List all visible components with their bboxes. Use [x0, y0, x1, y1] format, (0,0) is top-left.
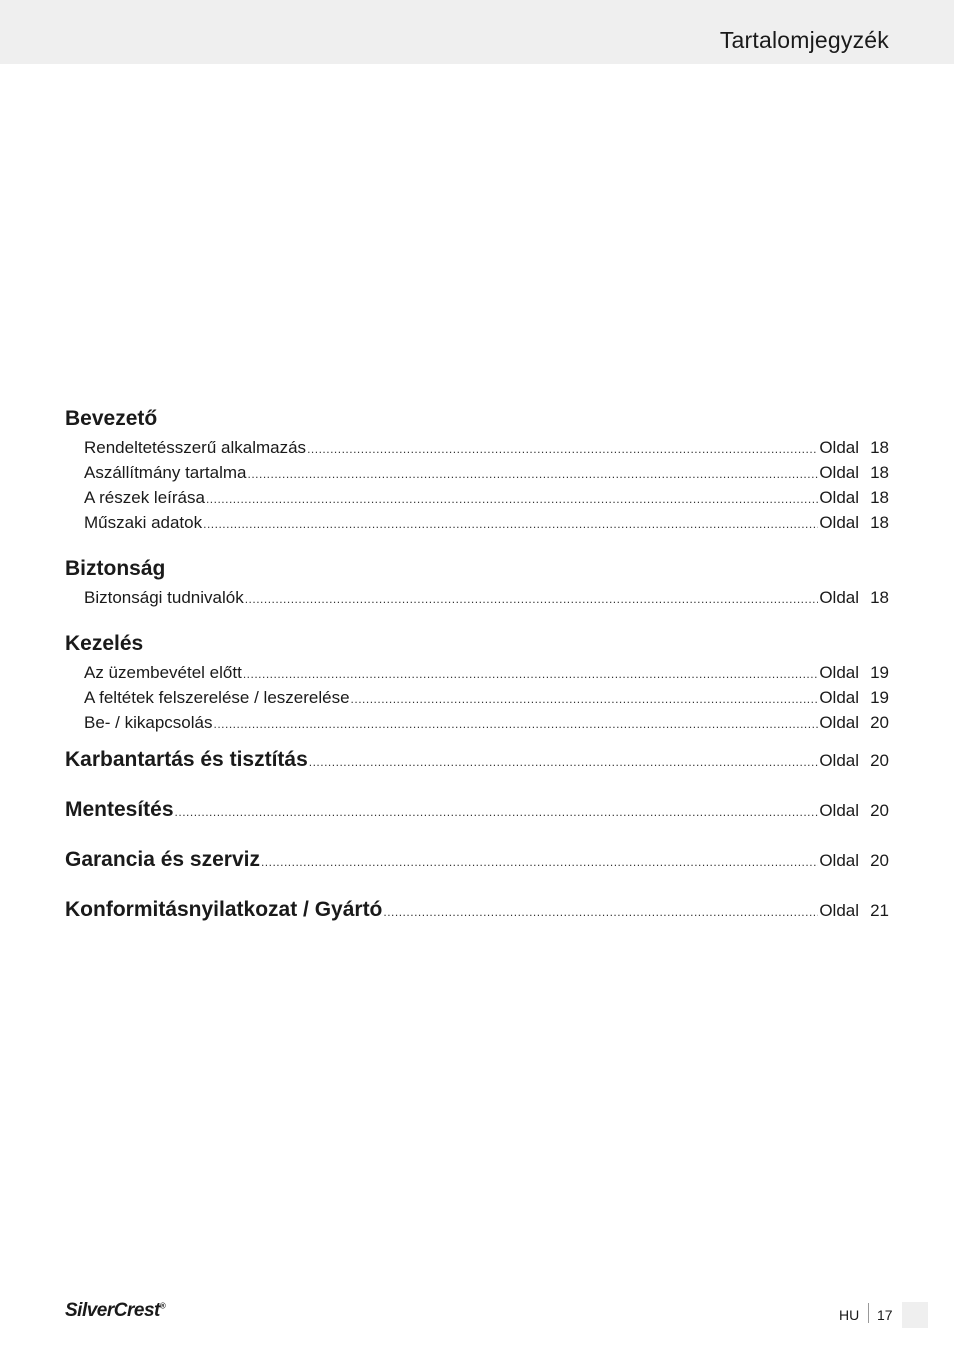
toc-entry-title: Az üzembevétel előtt — [84, 663, 242, 682]
toc-page-ref — [819, 786, 889, 836]
toc-section-title: Garancia és szerviz — [65, 848, 260, 871]
spacer — [65, 535, 889, 553]
toc-entry-title: A részek leírása — [84, 488, 205, 507]
toc-entry[interactable] — [65, 710, 889, 735]
page-number: 18 — [870, 588, 889, 607]
page-prefix: Oldal — [819, 488, 859, 507]
toc-group-biztonsag — [65, 553, 889, 610]
page-prefix: Oldal — [819, 751, 859, 770]
page-number: 20 — [870, 851, 889, 870]
toc-section-title: Karbantartás és tisztítás — [65, 748, 308, 771]
page-prefix: Oldal — [819, 901, 859, 920]
toc-entry[interactable] — [65, 485, 889, 510]
leader-dots — [214, 712, 819, 737]
toc-group-bevezeto — [65, 403, 889, 535]
toc-entry-title: Aszállítmány tartalma — [84, 463, 247, 482]
leader-dots — [203, 512, 818, 537]
toc-group-title: Kezelés — [65, 632, 144, 655]
toc-page-ref — [819, 660, 889, 685]
toc-entry[interactable] — [65, 685, 889, 710]
page-title: Tartalomjegyzék — [719, 27, 889, 53]
toc-entry[interactable] — [65, 585, 889, 610]
page-prefix: Oldal — [819, 801, 859, 820]
toc-entry[interactable] — [65, 660, 889, 685]
footer-divider — [868, 1303, 869, 1323]
toc-page-ref — [819, 460, 889, 485]
leader-dots — [245, 587, 819, 612]
language-code: HU — [839, 1307, 860, 1323]
page-number: 20 — [870, 713, 889, 732]
leader-dots — [307, 437, 818, 462]
page-prefix: Oldal — [819, 463, 859, 482]
table-of-contents — [65, 403, 889, 935]
page-number: 18 — [870, 438, 889, 457]
toc-page-ref — [819, 736, 889, 786]
page-number: 19 — [870, 663, 889, 682]
page-prefix: Oldal — [819, 438, 859, 457]
page-prefix: Oldal — [819, 588, 859, 607]
toc-page-ref — [819, 435, 889, 460]
toc-group-title: Bevezető — [65, 407, 158, 430]
page-number: 20 — [870, 751, 889, 770]
leader-dots — [206, 487, 818, 512]
registered-mark: ® — [159, 1301, 166, 1311]
toc-section[interactable] — [65, 785, 889, 835]
toc-page-ref — [819, 485, 889, 510]
toc-entry[interactable] — [65, 435, 889, 460]
toc-entry-title: Biztonsági tudnivalók — [84, 588, 244, 607]
page-prefix: Oldal — [819, 713, 859, 732]
brand-logo — [65, 1300, 165, 1322]
toc-section[interactable] — [65, 735, 889, 785]
toc-entry[interactable] — [65, 510, 889, 535]
toc-section-title: Mentesítés — [65, 798, 174, 821]
toc-entry[interactable] — [65, 460, 889, 485]
toc-page-ref — [819, 585, 889, 610]
toc-group-title: Biztonság — [65, 557, 166, 580]
leader-dots — [383, 887, 818, 937]
leader-dots — [261, 837, 818, 887]
toc-section[interactable] — [65, 885, 889, 935]
page-number: 18 — [870, 463, 889, 482]
footer-tab-box — [902, 1302, 928, 1328]
page-number: 20 — [870, 801, 889, 820]
page-prefix: Oldal — [819, 513, 859, 532]
toc-entry-title: Rendeltetésszerű alkalmazás — [84, 438, 307, 457]
toc-section-title: Konformitásnyilatkozat / Gyártó — [65, 898, 383, 921]
leader-dots — [243, 662, 819, 687]
leader-dots — [351, 687, 819, 712]
toc-page-ref — [819, 710, 889, 735]
leader-dots — [248, 462, 819, 487]
toc-entry-title: A feltétek felszerelése / leszerelése — [84, 688, 350, 707]
page-prefix: Oldal — [819, 688, 859, 707]
page-prefix: Oldal — [819, 663, 859, 682]
page-number: 18 — [870, 488, 889, 507]
page-number: 19 — [870, 688, 889, 707]
toc-entry-title: Műszaki adatok — [84, 513, 203, 532]
spacer — [65, 610, 889, 628]
toc-page-ref — [819, 685, 889, 710]
page-number: 18 — [870, 513, 889, 532]
toc-group-kezeles — [65, 628, 889, 735]
toc-page-ref — [819, 886, 889, 936]
page-number-footer: 17 — [877, 1307, 893, 1323]
toc-page-ref — [819, 836, 889, 886]
toc-section[interactable] — [65, 835, 889, 885]
toc-page-ref — [819, 510, 889, 535]
leader-dots — [309, 737, 819, 787]
brand-name: SilverCrest — [65, 1300, 160, 1321]
leader-dots — [175, 787, 819, 837]
toc-entry-title: Be- / kikapcsolás — [84, 713, 213, 732]
page-prefix: Oldal — [819, 851, 859, 870]
page-number: 21 — [870, 901, 889, 920]
